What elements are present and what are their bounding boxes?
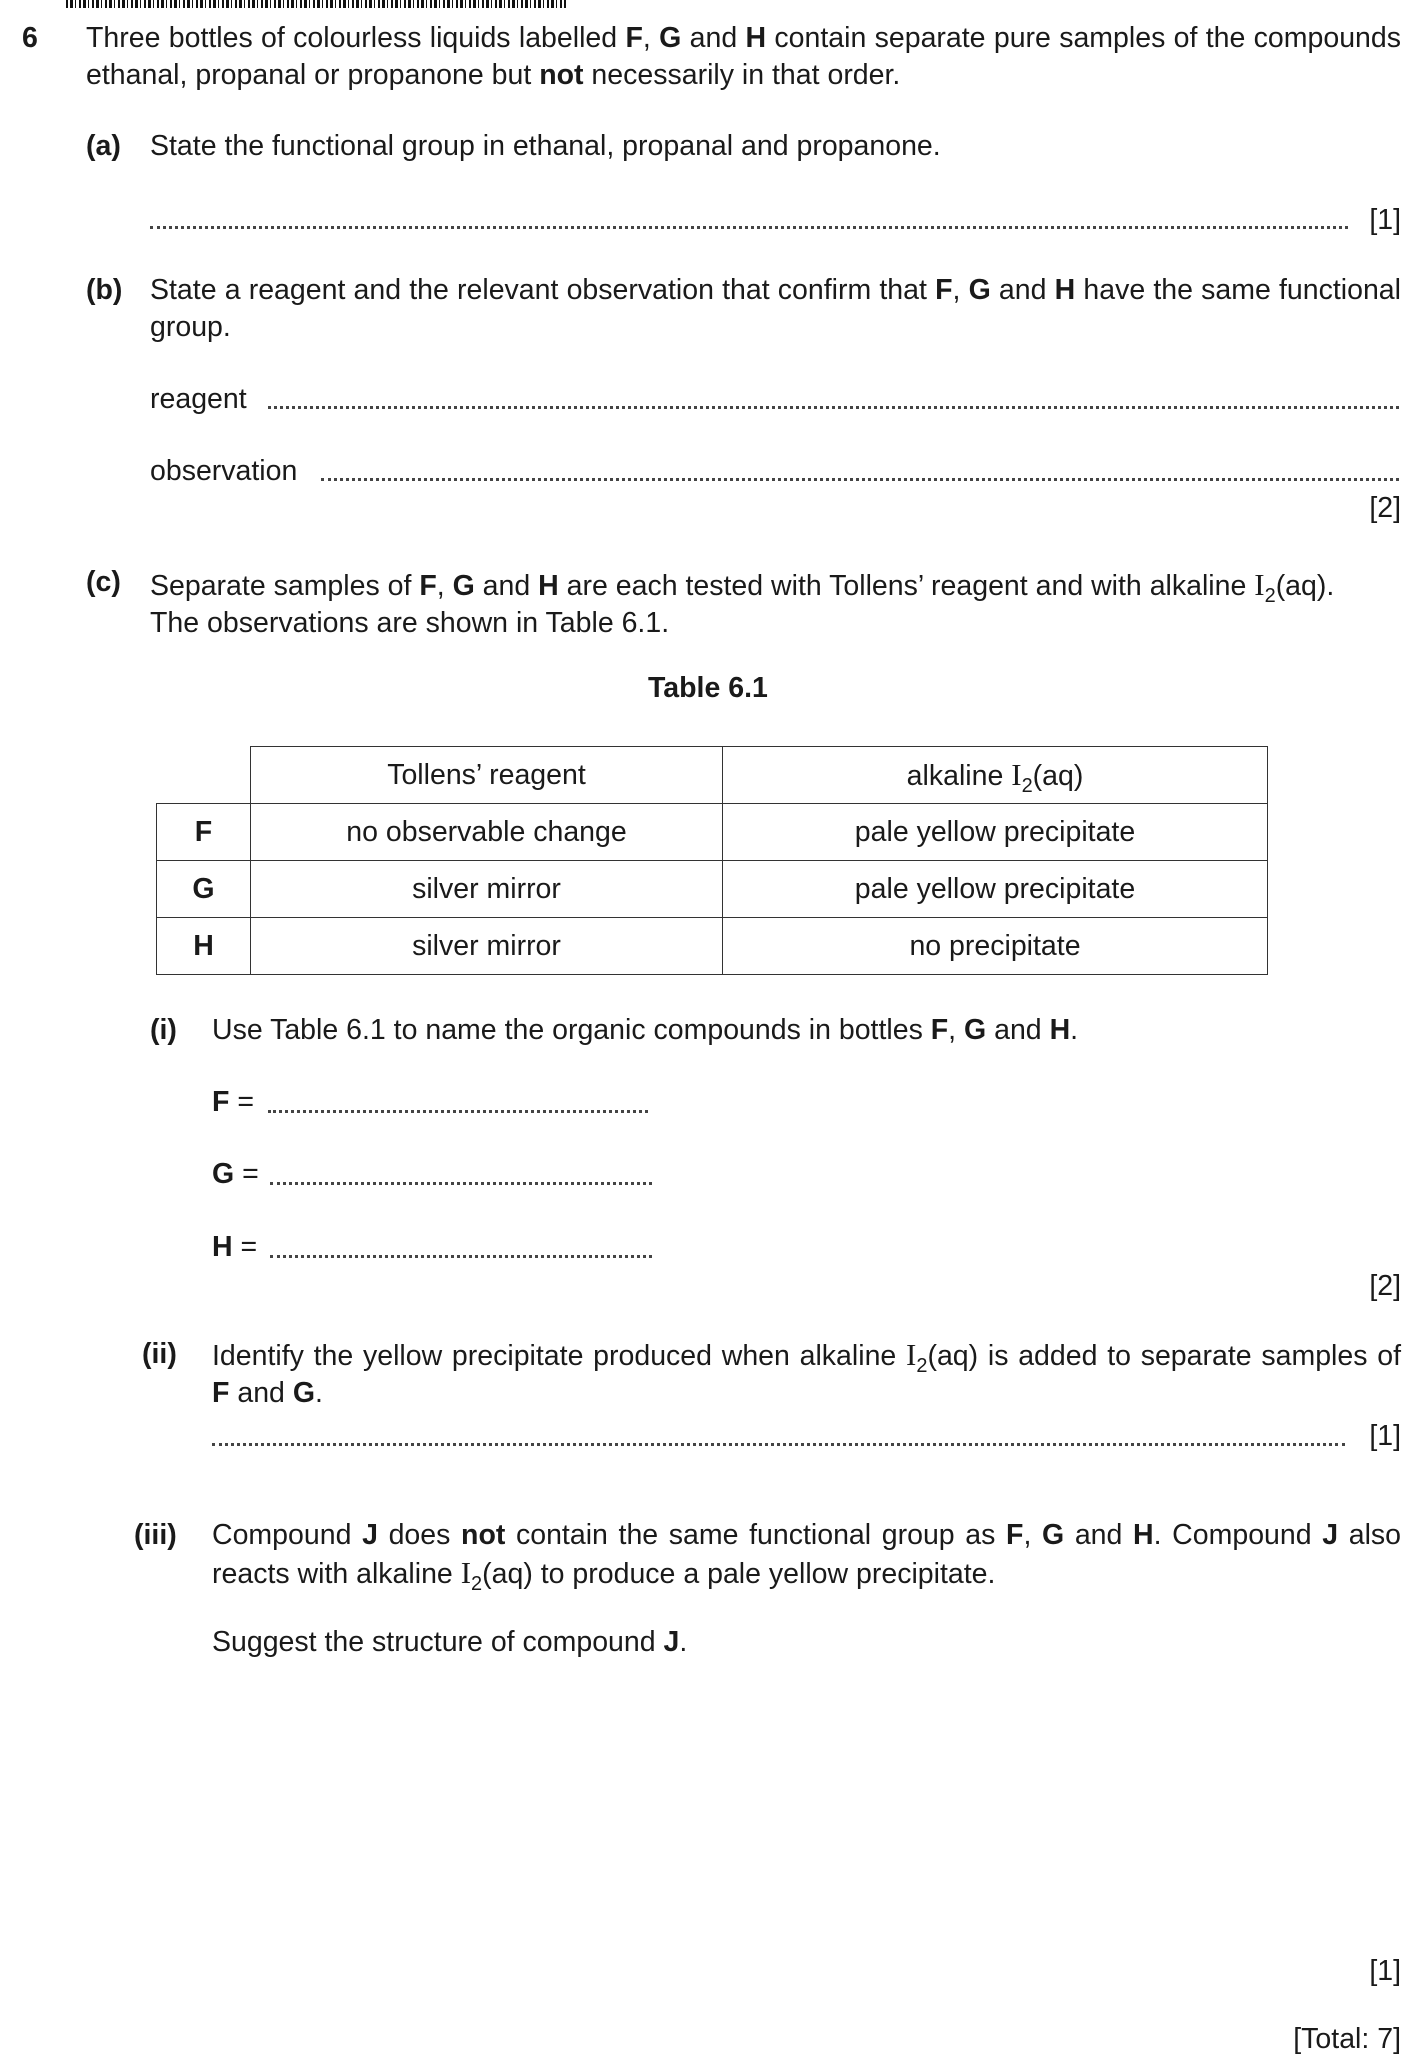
question-number: 6	[22, 22, 38, 54]
cell-iodine: no precipitate	[723, 918, 1268, 975]
observation-label: observation	[150, 455, 298, 487]
row-label: H	[157, 918, 251, 975]
row-label: G	[157, 861, 251, 918]
cell-tollens: no observable change	[251, 804, 723, 861]
cell-tollens: silver mirror	[251, 861, 723, 918]
part-ci-text: Use Table 6.1 to name the organic compounds in bottles F, G and H.	[212, 1014, 1079, 1046]
answer-line-cii[interactable]	[212, 1443, 1345, 1446]
table-6-1	[156, 746, 1268, 975]
part-ciii-label: (iii)	[134, 1519, 177, 1551]
answer-line-reagent[interactable]	[268, 406, 1399, 409]
barcode-strip	[66, 0, 566, 8]
table-row	[157, 804, 1268, 861]
part-ci-label: (i)	[150, 1014, 177, 1046]
part-b-text: State a reagent and the relevant observation that confirm that F, G and H have the same functional group.	[150, 274, 1401, 343]
part-b-label: (b)	[86, 274, 123, 306]
header-alkaline-iodine: alkaline $I_2(aq)$	[723, 747, 1268, 804]
part-a-label: (a)	[86, 130, 121, 162]
answer-label-g: G =	[212, 1158, 259, 1190]
table-title: Table 6.1	[648, 672, 768, 704]
table-row	[157, 861, 1268, 918]
part-c-label: (c)	[86, 566, 121, 598]
cell-tollens: silver mirror	[251, 918, 723, 975]
part-a-text: State the functional group in ethanal, propanal and propanone.	[150, 130, 941, 162]
answer-line-g[interactable]	[270, 1182, 652, 1185]
total-marks: [Total: 7]	[1293, 2023, 1401, 2055]
answer-line-f[interactable]	[268, 1110, 648, 1113]
question-intro: Three bottles of colourless liquids labelled F, G and H contain separate pure samples of the compounds ethanal, propanal or propanone but not necessarily in that order.	[86, 22, 1402, 91]
marks-cii: [1]	[1369, 1420, 1401, 1452]
answer-label-h: H =	[212, 1231, 258, 1263]
structure-answer-area[interactable]	[212, 1680, 1402, 1940]
marks-b: [2]	[1369, 492, 1401, 524]
table-corner-cell	[157, 747, 251, 804]
table-row	[157, 918, 1268, 975]
row-label: F	[157, 804, 251, 861]
suggest-structure-text: Suggest the structure of compound J.	[212, 1626, 688, 1658]
cell-iodine: pale yellow precipitate	[723, 861, 1268, 918]
part-cii-label: (ii)	[142, 1338, 177, 1370]
marks-ci: [2]	[1369, 1270, 1401, 1302]
marks-a: [1]	[1369, 204, 1401, 236]
table-header-row	[157, 747, 1268, 804]
part-cii-text: Identify the yellow precipitate produced when alkaline $I_2(aq)$ is added to separate samples of F and G.	[212, 1337, 1401, 1409]
part-ciii-text: Compound J does not contain the same functional group as F, G and H. Compound J also reacts with alkaline $I_2(aq)$ to produce a pale yellow precipitate.	[212, 1519, 1402, 1595]
header-tollens: Tollens’ reagent	[251, 747, 723, 804]
marks-ciii: [1]	[1369, 1955, 1401, 1987]
answer-line-a[interactable]	[150, 226, 1348, 229]
cell-iodine: pale yellow precipitate	[723, 804, 1268, 861]
answer-line-observation[interactable]	[321, 478, 1399, 481]
reagent-label: reagent	[150, 383, 247, 415]
answer-line-h[interactable]	[270, 1255, 652, 1258]
part-c-text: Separate samples of F, G and H are each tested with Tollens’ reagent and with alkaline $I_2(aq)$. The observations are shown in Table 6.1.	[150, 567, 1335, 639]
answer-label-f: F =	[212, 1086, 254, 1118]
